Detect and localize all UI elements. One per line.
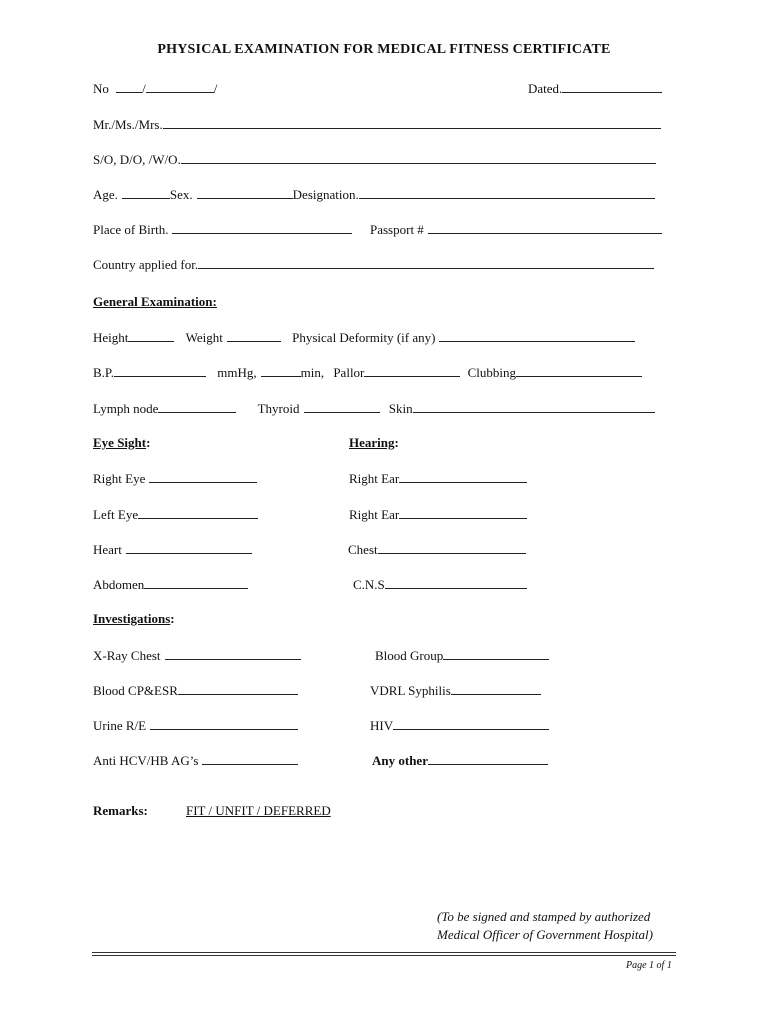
eye-sight-heading: Eye Sight — [93, 435, 147, 450]
heart-row — [93, 541, 252, 558]
abdomen-label: Abdomen — [93, 577, 145, 592]
blood-cp-label: Blood CP&ESR — [93, 683, 178, 698]
deformity-label: Physical Deformity (if any) — [292, 330, 436, 345]
skin-field[interactable] — [413, 400, 655, 413]
right-ear-field[interactable] — [399, 470, 527, 483]
designation-field[interactable] — [359, 186, 655, 199]
investigations-heading-row — [93, 611, 175, 627]
relation-field[interactable] — [181, 151, 656, 164]
heart-field[interactable] — [126, 541, 252, 554]
no-slash-2: / — [213, 81, 218, 96]
pallor-field[interactable] — [364, 364, 460, 377]
vdrl-label: VDRL Syphilis — [370, 683, 451, 698]
left-eye-row — [93, 506, 258, 523]
remarks-label: Remarks: — [93, 803, 148, 818]
mmhg-label: mmHg, — [217, 365, 257, 380]
page-title: PHYSICAL EXAMINATION FOR MEDICAL FITNESS CERTIFICATE — [157, 42, 611, 57]
lymph-label: Lymph node — [93, 401, 159, 416]
page-number: Page 1 of 1 — [626, 960, 672, 971]
height-label: Height — [93, 330, 129, 345]
cns-row — [353, 576, 527, 593]
blood-cp-row — [93, 682, 298, 699]
pallor-label: Pallor — [333, 365, 365, 380]
thyroid-field[interactable] — [304, 400, 380, 413]
designation-label: Designation. — [292, 187, 359, 202]
investigations-colon: : — [170, 611, 175, 626]
age-field[interactable] — [122, 186, 170, 199]
sex-field[interactable] — [197, 186, 293, 199]
no-label: No — [93, 81, 109, 96]
vdrl-field[interactable] — [451, 682, 541, 695]
no-slash-1: / — [142, 81, 146, 96]
height-field[interactable] — [128, 329, 174, 342]
cns-label: C.N.S — [353, 577, 385, 592]
relation-row — [93, 151, 656, 168]
dated-field[interactable] — [562, 80, 662, 93]
urine-label: Urine R/E — [93, 718, 147, 733]
birth-row — [93, 221, 352, 238]
blood-group-field[interactable] — [443, 647, 549, 660]
urine-row — [93, 717, 298, 734]
no-field-1[interactable] — [116, 80, 142, 93]
bp-field[interactable] — [114, 364, 206, 377]
hearing-heading: Hearing — [349, 435, 395, 450]
xray-label: X-Ray Chest — [93, 648, 161, 663]
height-weight-row — [93, 329, 635, 346]
hiv-label: HIV — [370, 718, 394, 733]
age-sex-designation-row — [93, 186, 655, 203]
signature-note-line1: (To be signed and stamped by authorized — [437, 909, 651, 924]
right-eye-label: Right Eye — [93, 471, 146, 486]
blood-cp-field[interactable] — [178, 682, 298, 695]
clubbing-label: Clubbing — [467, 365, 517, 380]
blood-group-row — [375, 647, 549, 664]
urine-field[interactable] — [150, 717, 298, 730]
right-ear-2-label: Right Ear — [349, 507, 400, 522]
right-ear-label: Right Ear — [349, 471, 400, 486]
age-label: Age. — [93, 187, 118, 202]
clubbing-field[interactable] — [516, 364, 642, 377]
relation-label: S/O, D/O, /W/O. — [93, 152, 181, 167]
right-ear-2-field[interactable] — [399, 506, 527, 519]
eye-sight-colon: : — [146, 435, 151, 450]
abdomen-row — [93, 576, 248, 593]
name-row — [93, 116, 661, 133]
anti-hcv-row — [93, 752, 298, 769]
thyroid-label: Thyroid — [257, 401, 300, 416]
passport-row — [370, 221, 662, 238]
eye-sight-heading-row — [93, 435, 150, 451]
left-eye-field[interactable] — [138, 506, 258, 519]
cns-field[interactable] — [385, 576, 527, 589]
skin-label: Skin — [388, 401, 413, 416]
xray-row — [93, 647, 301, 664]
footer-separator-top — [92, 952, 676, 953]
right-ear-row — [349, 470, 527, 487]
passport-field[interactable] — [428, 221, 662, 234]
right-eye-field[interactable] — [149, 470, 257, 483]
right-ear-2-row — [349, 506, 527, 523]
birth-field[interactable] — [172, 221, 352, 234]
any-other-label: Any other — [372, 753, 428, 768]
hiv-row — [370, 717, 549, 734]
vdrl-row — [370, 682, 541, 699]
sex-label: Sex. — [169, 187, 193, 202]
deformity-field[interactable] — [439, 329, 635, 342]
bp-label: B.P. — [93, 365, 114, 380]
chest-field[interactable] — [378, 541, 526, 554]
chest-row — [348, 541, 526, 558]
any-other-field[interactable] — [428, 752, 548, 765]
no-field-2[interactable] — [146, 80, 214, 93]
birth-label: Place of Birth. — [93, 222, 169, 237]
abdomen-field[interactable] — [144, 576, 248, 589]
pulse-field[interactable] — [261, 364, 301, 377]
certificate-number-row — [93, 80, 217, 97]
dated-label: Dated. — [528, 81, 563, 96]
name-label: Mr./Ms./Mrs. — [93, 117, 163, 132]
investigations-heading: Investigations — [93, 611, 171, 626]
hearing-colon: : — [394, 435, 399, 450]
remarks-options[interactable]: FIT / UNFIT / DEFERRED — [186, 803, 331, 818]
dated-row — [528, 80, 662, 97]
footer-separator-bottom — [92, 955, 676, 956]
passport-label: Passport # — [370, 222, 424, 237]
right-eye-row — [93, 470, 257, 487]
any-other-row — [372, 752, 548, 769]
name-field[interactable] — [163, 116, 661, 129]
lymph-row — [93, 400, 655, 417]
xray-field[interactable] — [165, 647, 301, 660]
left-eye-label: Left Eye — [93, 507, 139, 522]
chest-label: Chest — [348, 542, 378, 557]
country-label: Country applied for. — [93, 257, 199, 272]
hearing-heading-row — [349, 435, 399, 451]
weight-label: Weight — [185, 330, 223, 345]
general-examination-heading: General Examination: — [93, 294, 217, 309]
weight-field[interactable] — [227, 329, 281, 342]
blood-group-label: Blood Group — [375, 648, 444, 663]
country-field[interactable] — [198, 256, 654, 269]
hiv-field[interactable] — [393, 717, 549, 730]
anti-hcv-field[interactable] — [202, 752, 298, 765]
signature-note-line2: Medical Officer of Government Hospital) — [437, 927, 653, 942]
lymph-field[interactable] — [158, 400, 236, 413]
bp-row — [93, 364, 642, 381]
anti-hcv-label: Anti HCV/HB AG’s — [93, 753, 199, 768]
country-row — [93, 256, 654, 273]
min-label: min, — [300, 365, 325, 380]
heart-label: Heart — [93, 542, 122, 557]
